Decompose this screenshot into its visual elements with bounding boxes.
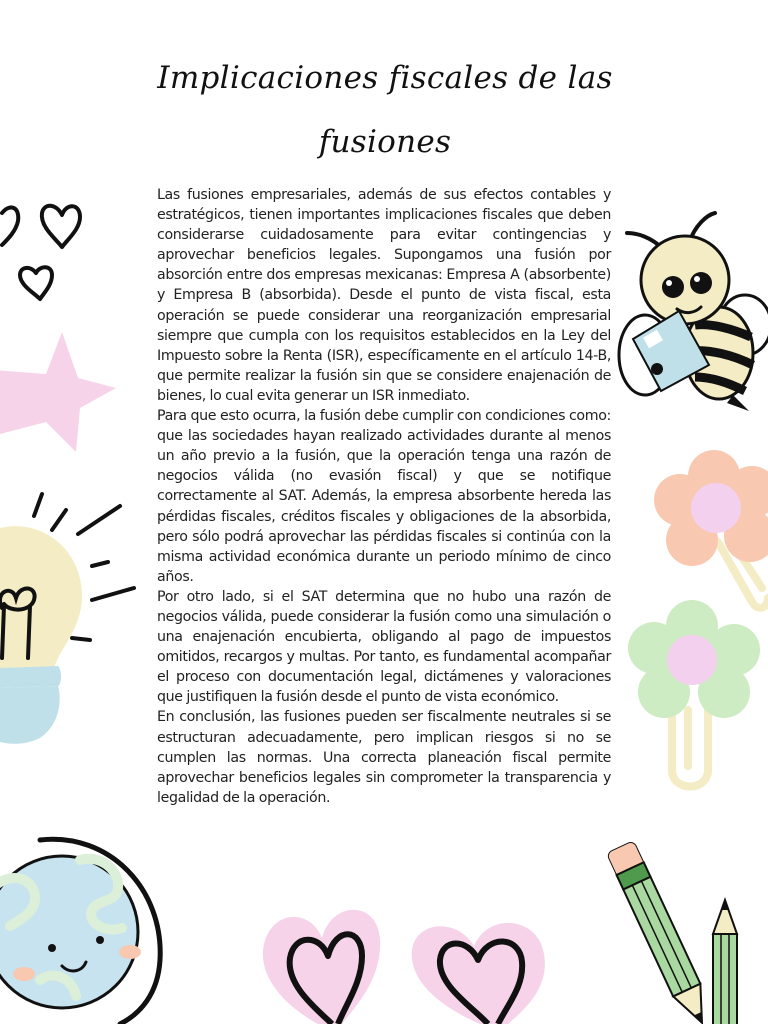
peach-flower-clip-icon [652, 452, 768, 617]
pink-hearts-icon [262, 890, 572, 1024]
pencil-icon [595, 840, 768, 1024]
document-body [157, 185, 611, 808]
pink-star-icon [0, 330, 118, 455]
bee-with-book-icon [615, 205, 768, 415]
paragraph-3: Por otro lado, si el SAT determina que no hubo una razón de negocios válida, puede considerar la fusión como una simulación o una enajenación encubierta, obligando al pago de impuestos omitidos, recargos y multas. Por tanto, es fundamental acompañar el proceso con documentación legal, dictámenes y valoraciones que justifiquen la fusión desde el punto de vista económico. [157, 588, 611, 706]
green-flower-clip-icon [630, 600, 760, 800]
hearts-doodle-icon [0, 195, 95, 305]
page-title: Implicaciones fiscales de las fusiones [157, 60, 613, 160]
globe-icon [0, 830, 165, 1024]
paragraph-4: En conclusión, las fusiones pueden ser fiscalmente neutrales si se estructuran adecuadamente, pero implican riesgos si no se cumplen las normas. Una correcta planeación fiscal permite aprovechar beneficios legales sin comprometer la transparencia y legalidad de la operación. [157, 709, 611, 806]
paragraph-1: Las fusiones empresariales, además de sus efectos contables y estratégicos, tienen importantes implicaciones fiscales que deben considerarse cuidadosamente para evitar contingencias y aprovechar beneficios legales. Supongamos una fusión por absorción entre dos empresas mexicanas: Empresa A (absorbente) y Empresa B (absorbida). Desde el punto de vista fiscal, esta operación se puede considerar una reorganización empresarial siempre que cumpla con los requisitos establecidos en la Ley del Impuesto sobre la Renta (ISR), específicamente en el artículo 14-B, que permite realizar la fusión sin que se considere enajenación de bienes, lo cual evita generar un ISR inmediato. [157, 187, 611, 404]
paragraph-2: Para que esto ocurra, la fusión debe cumplir con condiciones como: que las sociedades hayan realizado actividades durante al menos un año previo a la fusión, que la operación tenga una razón de negocios válida (no evasión fiscal) y que se notifique correctamente al SAT. Además, la empresa absorbente hereda las pérdidas fiscales, créditos fiscales y obligaciones de la absorbida, pero sólo podrá aprovechar las pérdidas fiscales si continúa con la misma actividad económica durante un periodo mínimo de cinco años. [157, 408, 611, 585]
light-bulb-icon [0, 488, 140, 748]
